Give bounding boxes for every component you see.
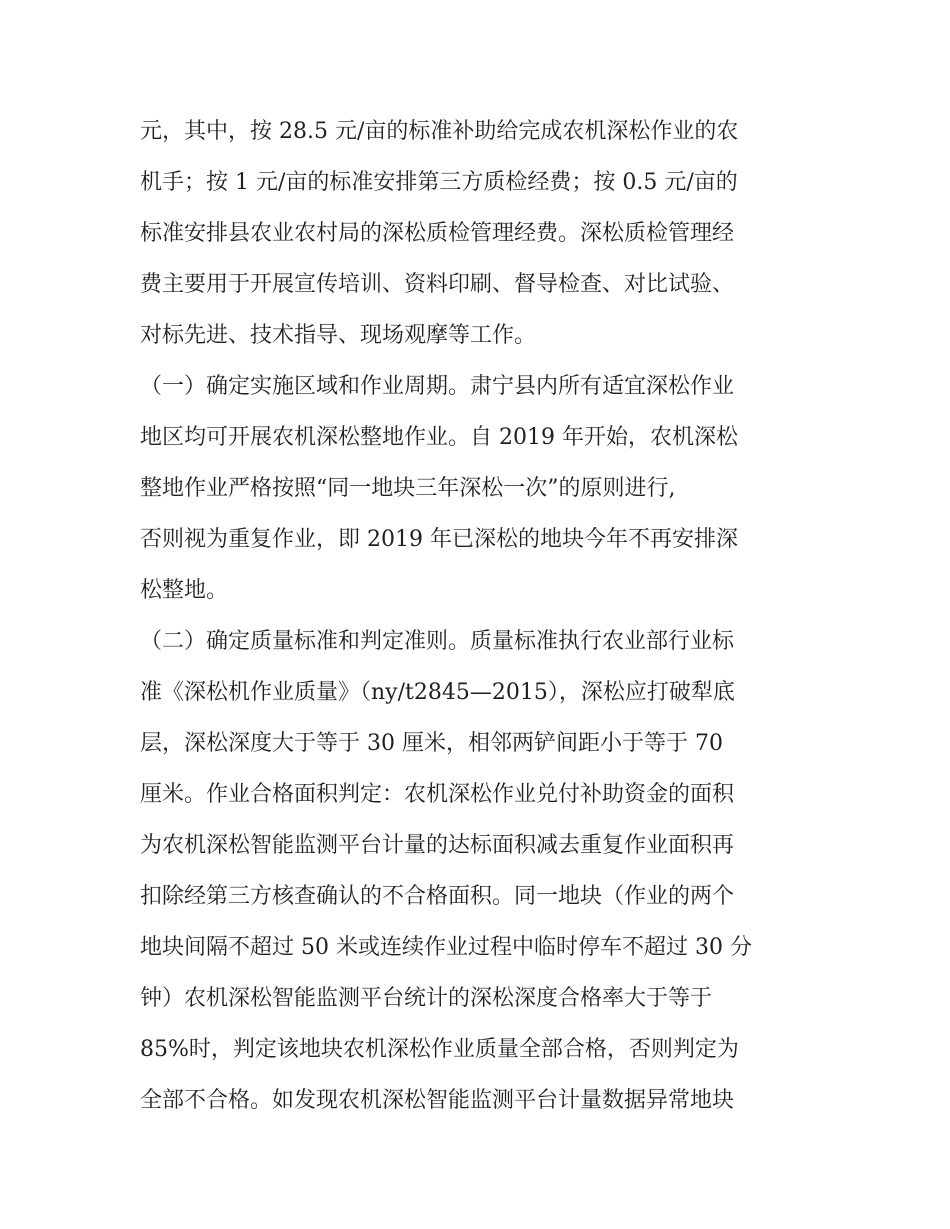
- section-two-line-1: （二）确定质量标准和判定准则。质量标准执行农业部行业标: [140, 629, 735, 654]
- section-two-line-8: 钟）农机深松智能监测平台统计的深松深度合格率大于等于: [140, 986, 713, 1011]
- section-two-line-2: 准《深松机作业质量》（ny/t2845—2015），深松应打破犁底: [140, 680, 735, 705]
- section-two-line-10: 全部不合格。如发现农机深松智能监测平台计量数据异常地块: [140, 1088, 735, 1113]
- section-two-line-5: 为农机深松智能监测平台计量的达标面积减去重复作业面积再: [140, 833, 735, 858]
- text-line-2: 机手；按 1 元/亩的标准安排第三方质检经费；按 0.5 元/亩的: [140, 170, 738, 195]
- text-line-1: 元，其中，按 28.5 元/亩的标准补助给完成农机深松作业的农: [140, 119, 739, 144]
- text-line-3: 标准安排县农业农村局的深松质检管理经费。深松质检管理经: [140, 221, 735, 246]
- section-one-line-1: （一）确定实施区域和作业周期。肃宁县内所有适宜深松作业: [140, 374, 735, 399]
- section-two-line-6: 扣除经第三方核查确认的不合格面积。同一地块（作业的两个: [140, 884, 735, 909]
- section-one-line-3: 整地作业严格按照“同一地块三年深松一次”的原则进行,: [140, 476, 676, 501]
- section-one-line-4: 否则视为重复作业，即 2019 年已深松的地块今年不再安排深: [140, 527, 738, 552]
- section-one-line-2: 地区均可开展农机深松整地作业。自 2019 年开始，农机深松: [140, 425, 738, 450]
- section-one-line-5: 松整地。: [140, 578, 229, 603]
- document-body: [140, 106, 830, 1126]
- section-two-line-9: 85%时，判定该地块农机深松作业质量全部合格，否则判定为: [140, 1037, 739, 1062]
- section-two-line-7: 地块间隔不超过 50 米或连续作业过程中临时停车不超过 30 分: [140, 935, 752, 960]
- section-two-line-3: 层，深松深度大于等于 30 厘米，相邻两铲间距小于等于 70: [140, 731, 723, 756]
- text-line-4: 费主要用于开展宣传培训、资料印刷、督导检查、对比试验、: [140, 272, 735, 297]
- section-two-line-4: 厘米。作业合格面积判定：农机深松作业兑付补助资金的面积: [140, 782, 735, 807]
- text-line-5: 对标先进、技术指导、现场观摩等工作。: [140, 323, 537, 348]
